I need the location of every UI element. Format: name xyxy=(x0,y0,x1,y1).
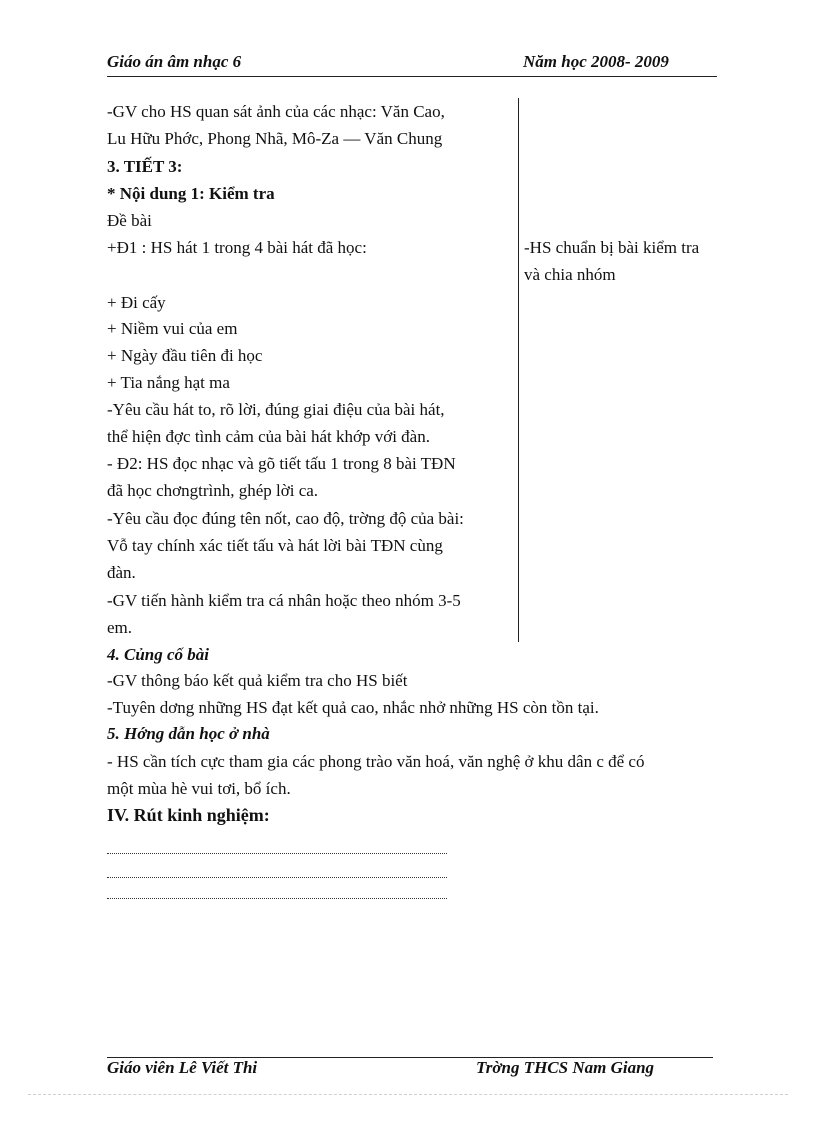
body-line: Đề bài xyxy=(107,211,152,230)
page-edge-divider xyxy=(28,1094,788,1095)
body-line: -GV thông báo kết quả kiểm tra cho HS biết xyxy=(107,671,408,690)
body-line: -GV tiến hành kiểm tra cá nhân hoặc theo nhóm 3-5 xyxy=(107,591,461,610)
list-item: + Đi cấy xyxy=(107,293,166,312)
body-line: -Tuyên dơng những HS đạt kết quả cao, nhắc nhở những HS còn tồn tại. xyxy=(107,698,599,717)
body-line: Vỗ tay chính xác tiết tấu và hát lời bài TĐN cùng xyxy=(107,536,443,555)
body-line: em. xyxy=(107,618,133,637)
body-line: một mùa hè vui tơi, bổ ích. xyxy=(107,779,291,798)
body-line: - Đ2: HS đọc nhạc và gõ tiết tấu 1 trong 8 bài TĐN xyxy=(107,454,456,473)
section-heading-tiet3: 3. TIẾT 3: xyxy=(107,157,183,176)
body-line: Lu Hữu Phớc, Phong Nhã, Mô-Za — Văn Chung xyxy=(107,129,443,148)
content-heading: * Nội dung 1: Kiểm tra xyxy=(107,184,275,203)
body-line: đã học chơngtrình, ghép lời ca. xyxy=(107,481,319,500)
section4-title: 4. Củng cố bài xyxy=(107,645,210,664)
dotted-line xyxy=(107,898,447,899)
footer-left: Giáo viên Lê Viết Thi xyxy=(107,1058,258,1077)
list-item: + Tia nắng hạt ma xyxy=(107,373,230,392)
header-right: Năm học 2008- 2009 xyxy=(523,52,669,71)
footer-right: Trờng THCS Nam Giang xyxy=(476,1058,655,1077)
list-item: + Niềm vui của em xyxy=(107,319,238,338)
side-note: và chia nhóm xyxy=(524,265,616,284)
section5-title: 5. Hớng dẫn học ở nhà xyxy=(107,724,270,743)
dotted-line xyxy=(107,853,447,854)
body-line: thể hiện đợc tình cảm của bài hát khớp với đàn. xyxy=(107,427,430,446)
list-item: + Ngày đầu tiên đi học xyxy=(107,346,263,365)
body-line: đàn. xyxy=(107,563,136,582)
body-line: - HS cần tích cực tham gia các phong trào văn hoá, văn nghệ ở khu dân c để có xyxy=(107,752,645,771)
body-line: +Đ1 : HS hát 1 trong 4 bài hát đã học: xyxy=(107,238,367,257)
header-left: Giáo án âm nhạc 6 xyxy=(107,52,242,71)
side-note: -HS chuẩn bị bài kiểm tra xyxy=(524,238,700,257)
body-line: -GV cho HS quan sát ảnh của các nhạc: Văn Cao, xyxy=(107,102,445,121)
dotted-line xyxy=(107,877,447,878)
section-iv-title: IV. Rút kinh nghiệm: xyxy=(107,805,270,825)
body-line: -Yêu cầu hát to, rõ lời, đúng giai điệu của bài hát, xyxy=(107,400,445,419)
column-divider xyxy=(518,98,519,642)
header-rule xyxy=(107,76,717,77)
body-line: -Yêu cầu đọc đúng tên nốt, cao độ, trờng độ của bài: xyxy=(107,509,464,528)
